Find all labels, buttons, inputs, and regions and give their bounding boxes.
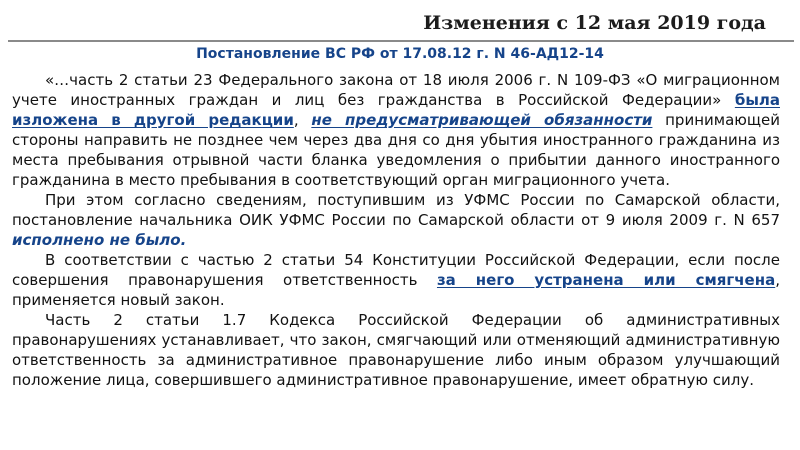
paragraph-2	[12, 190, 780, 250]
paragraph-1-text-b: ,	[293, 111, 312, 129]
paragraph-1	[12, 70, 780, 190]
paragraph-3	[12, 250, 780, 310]
emphasis-underlined: за него устранена или смягчена	[436, 271, 776, 289]
paragraph-4-text: Часть 2 статьи 1.7 Кодекса Российской Федерации об административных правонарушениях устанавливает, что закон, смягчающий или отменяющий административную ответственность за административное правонарушение либо иным образом улучшающий положение лица, совершившего административное правонарушение, имеет обратную силу.	[12, 311, 780, 389]
title-divider	[8, 40, 794, 42]
emphasis-underlined: была изложена в другой редакции	[12, 91, 780, 129]
paragraph-2-text-a: При этом согласно сведениям, поступившим из УФМС России по Самарской области, постановление начальника ОИК УФМС России по Самарской области от 9 июля 2009 г. N 657	[12, 191, 780, 229]
paragraph-3-text-b: , применяется новый закон.	[12, 271, 780, 309]
document-reference: Постановление ВС РФ от 17.08.12 г. N 46-АД12-14	[196, 46, 604, 62]
emphasis-italic: исполнено не было.	[12, 231, 187, 249]
emphasis-italic-underlined: не предусматривающей обязанности	[311, 111, 653, 129]
paragraph-3-text-a: В соответствии с частью 2 статьи 54 Конституции Российской Федерации, если после совершения правонарушения ответственность	[12, 251, 780, 289]
paragraph-1-text-c: принимающей стороны направить не позднее чем через два дня со дня убытия иностранного гражданина из места пребывания отрывной части бланка уведомления о прибытии данного иностранного гражданина в место пребывания в соответствующий орган миграционного учета.	[12, 111, 781, 189]
page-title: Изменения с 12 мая 2019 года	[423, 12, 766, 34]
paragraph-4	[12, 310, 780, 390]
document-body	[12, 70, 780, 390]
paragraph-1-text-a: «…часть 2 статьи 23 Федерального закона от 18 июля 2006 г. N 109-ФЗ «О миграционном учете иностранных граждан и лиц без гражданства в Российской Федерации»	[12, 71, 780, 109]
